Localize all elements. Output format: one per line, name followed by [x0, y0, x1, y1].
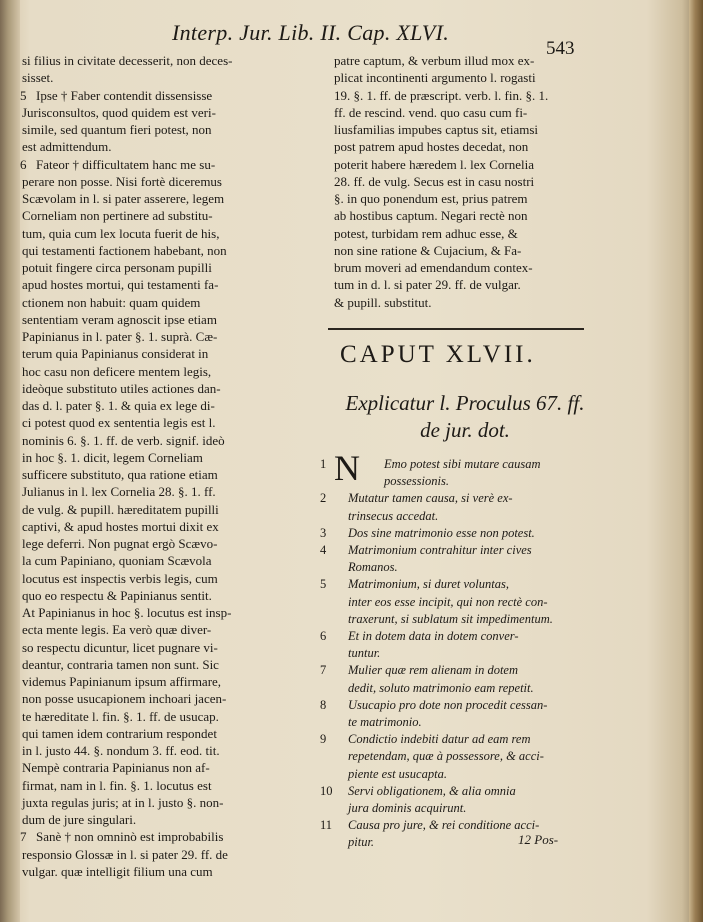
- text-line: te hæreditate l. fin. §. 1. ff. de usucap.: [22, 708, 219, 724]
- text-line: perare non posse. Nisi fortè diceremus: [22, 173, 222, 189]
- chapter-summary-list: [320, 448, 590, 852]
- chapter-heading: CAPUT XLVII.: [340, 341, 536, 368]
- summary-item-line: traxerunt, si sublatum sit impedimentum.: [348, 611, 553, 626]
- text-line: juxta regulas juris; at in l. justo §. non-: [22, 794, 224, 810]
- catchword: 12 Pos-: [518, 832, 559, 847]
- left-text-column: [22, 52, 310, 880]
- summary-item-line: dedit, soluto matrimonio eam repetit.: [348, 680, 534, 695]
- text-line: si filius in civitate decesserit, non deces-: [22, 53, 233, 68]
- summary-item: [320, 697, 590, 731]
- summary-item-number: 2: [320, 491, 327, 506]
- text-line: non posse usucapionem inchoari jacen-: [22, 691, 227, 707]
- summary-item-line: te matrimonio.: [348, 715, 422, 730]
- summary-item-number: 7: [320, 663, 327, 678]
- text-line: lege deferri. Non pugnat ergò Scævo-: [22, 536, 218, 551]
- text-line: ecta mente legis. Ea verò quæ diver-: [22, 622, 212, 638]
- text-line: ci potest quod ex sententia legis est l.: [22, 415, 216, 431]
- chapter-title: [345, 390, 585, 444]
- summary-item-number: 10: [320, 783, 333, 798]
- text-line: deantur, contraria tamen non sunt. Sic: [22, 656, 219, 672]
- text-line: firmat, nam in l. fin. §. 1. locutus est: [22, 777, 212, 793]
- summary-item-line: tuntur.: [348, 646, 381, 661]
- summary-item-line: Condictio indebiti datur ad eam rem: [348, 732, 531, 747]
- text-line: est admittendum.: [22, 139, 112, 155]
- summary-item-line: jura dominis acquirunt.: [348, 801, 467, 816]
- text-line: tum in d. l. si pater 29. ff. de vulgar.: [334, 277, 521, 293]
- text-line: locutus est inspectis verbis legis, cum: [22, 570, 218, 586]
- text-line: sufficere substituto, qua ratione etiam: [22, 467, 218, 482]
- text-line: ff. de rescind. vend. quo casu cum fi-: [334, 104, 528, 120]
- text-line: Julianus in l. lex Cornelia 28. §. 1. ff.: [22, 484, 216, 500]
- text-line: non sine ratione & Cujacium, & Fa-: [334, 242, 522, 258]
- summary-item-line: Romanos.: [348, 560, 398, 575]
- text-line: la cum Papiniano, quoniam Scævola: [22, 553, 212, 569]
- summary-item-number: 6: [320, 629, 327, 644]
- text-line: Scævolam in l. si pater asserere, legem: [22, 191, 225, 206]
- text-line: in hoc §. 1. dicit, legem Corneliam: [22, 449, 203, 465]
- summary-item-number: 9: [320, 732, 327, 747]
- summary-item-line: piente est usucapta.: [348, 766, 447, 781]
- margin-paragraph-number: 5: [20, 87, 27, 103]
- text-line: captivi, & apud hostes mortui dixit ex: [22, 518, 219, 534]
- summary-item-line: Et in dotem data in dotem conver-: [348, 629, 519, 644]
- text-line: simile, sed quantum fieri potest, non: [22, 122, 212, 137]
- text-line: patre captum, & verbum illud mox ex-: [334, 53, 535, 68]
- text-line: hoc casu non deficere mentem legis,: [22, 363, 212, 379]
- text-line: potest, turbidam rem adhuc esse, &: [334, 225, 518, 241]
- summary-item-number: 5: [320, 577, 327, 592]
- text-line: & pupill. substitut.: [334, 294, 432, 310]
- summary-item-line: inter eos esse incipit, qui non rectè con-: [348, 594, 548, 609]
- summary-item-line: Mulier quæ rem alienam in dotem: [348, 663, 519, 678]
- book-spine-shadow: [0, 0, 20, 922]
- text-line: vulgar. quæ intelligit filium una cum: [22, 863, 213, 879]
- text-line: Ipse † Faber contendit dissensisse 5: [22, 87, 310, 104]
- text-line: poterit habere hæredem l. lex Cornelia: [334, 156, 534, 172]
- text-line: terum quia Papinianus considerat in: [22, 346, 209, 362]
- summary-item: [320, 448, 590, 490]
- text-line: plicat incontinenti argumento l. rogasti: [334, 70, 536, 86]
- text-line: nominis 6. §. 1. ff. de verb. signif. ideò: [22, 432, 225, 448]
- margin-paragraph-number: 7: [20, 829, 27, 845]
- margin-paragraph-number: 6: [20, 156, 27, 172]
- right-text-column: [334, 52, 584, 311]
- summary-item-line: Mutatur tamen causa, si verè ex-: [348, 491, 513, 506]
- text-line: videmus Papinianum ipsum affirmare,: [22, 674, 222, 689]
- summary-item-line: possessionis.: [384, 474, 449, 489]
- text-line: Nempè contraria Papinianus non af-: [22, 760, 210, 776]
- summary-item: [320, 662, 590, 696]
- summary-item-number: 11: [320, 818, 333, 833]
- text-line: Papinianus in l. pater §. 1. suprà. Cæ-: [22, 329, 218, 344]
- text-line: Corneliam non pertinere ad substitu-: [22, 208, 213, 224]
- summary-item: [320, 576, 590, 628]
- page-number: 543: [546, 38, 575, 59]
- summary-item-line: Dos sine matrimonio esse non potest.: [348, 525, 535, 540]
- text-line: potuit fingere circa personam pupilli: [22, 260, 212, 275]
- chapter-title-line-2: de jur. dot.: [420, 418, 510, 442]
- text-line: so respectu dicuntur, licet pugnare vi-: [22, 639, 218, 655]
- text-line: §. in quo ponendum est, prius patrem: [334, 191, 528, 206]
- text-line: dum de jure singulari.: [22, 812, 137, 827]
- text-line: ctionem non habuit: quam quidem: [22, 294, 201, 310]
- summary-item-number: 1: [320, 457, 327, 471]
- text-line: Sanè † non omninò est improbabilis 7: [22, 828, 310, 845]
- page-edge-shadow: [689, 0, 703, 922]
- text-line: responsio Glossæ in l. si pater 29. ff. de: [22, 846, 228, 862]
- drop-capital: N: [334, 448, 360, 488]
- text-line: At Papinianus in hoc §. locutus est insp-: [22, 605, 232, 620]
- text-line: ab hostibus captum. Negari rectè non: [334, 208, 528, 224]
- text-line: sisset.: [22, 70, 54, 86]
- text-line: brum moveri ad emendandum contex-: [334, 260, 533, 275]
- summary-item: [320, 490, 590, 524]
- text-line: 28. ff. de vulg. Secus est in casu nostri: [334, 173, 535, 189]
- running-title: Interp. Jur. Lib. II. Cap. XLVI.: [172, 20, 450, 45]
- text-line: apud hostes mortui, qui testamenti fa-: [22, 277, 219, 293]
- text-line: in l. justo 44. §. nondum 3. ff. eod. tit.: [22, 743, 220, 758]
- summary-item-line: Servi obligationem, & alia omnia: [348, 783, 516, 798]
- section-divider-rule: [328, 328, 584, 330]
- summary-item: [320, 525, 590, 542]
- text-line: ideòque substituto utiles actiones dan-: [22, 380, 221, 396]
- text-line: quo eo respectu & Papinianus sentit.: [22, 587, 212, 603]
- chapter-title-line-1: Explicatur l. Proculus 67. ff.: [345, 391, 585, 415]
- summary-item-line: repetendam, quæ à possessore, & acci-: [348, 749, 544, 764]
- summary-item: [320, 783, 590, 817]
- text-line: qui testamenti factionem habebant, non: [22, 242, 227, 258]
- text-line: das d. l. pater §. 1. & quia ex lege di-: [22, 398, 215, 413]
- summary-item-number: 4: [320, 543, 327, 558]
- summary-item: [320, 542, 590, 576]
- summary-item-line: Emo potest sibi mutare causam: [384, 457, 541, 471]
- summary-item-line: Causa pro jure, & rei conditione acci-: [348, 818, 540, 833]
- summary-item-line: Matrimonium contrahitur inter cives: [348, 543, 532, 558]
- summary-item-number: 3: [320, 525, 327, 540]
- text-line: 19. §. 1. ff. de præscript. verb. l. fin. §. 1.: [334, 87, 549, 103]
- text-line: Jurisconsultos, quod quidem est veri-: [22, 104, 216, 120]
- summary-item-line: pitur.: [348, 835, 375, 850]
- summary-item-line: trinsecus accedat.: [348, 508, 439, 523]
- text-line: post patrem apud hostes decedat, non: [334, 139, 529, 155]
- text-line: Fateor † difficultatem hanc me su- 6: [22, 156, 310, 173]
- text-line: qui tamen idem contrarium respondet: [22, 725, 217, 741]
- summary-item-line: Matrimonium, si duret voluntas,: [348, 577, 509, 592]
- summary-item: [320, 628, 590, 662]
- text-line: sententiam veram agnoscit ipse etiam: [22, 311, 217, 327]
- summary-item-line: Usucapio pro dote non procedit cessan-: [348, 697, 548, 712]
- text-line: tum, quia cum lex locuta fuerit de his,: [22, 225, 220, 241]
- text-line: liusfamilias impubes captus sit, etiamsi: [334, 122, 539, 137]
- summary-item-number: 8: [320, 697, 327, 712]
- summary-item: [320, 731, 590, 783]
- text-line: de vulg. & pupill. hæreditatem pupilli: [22, 501, 219, 517]
